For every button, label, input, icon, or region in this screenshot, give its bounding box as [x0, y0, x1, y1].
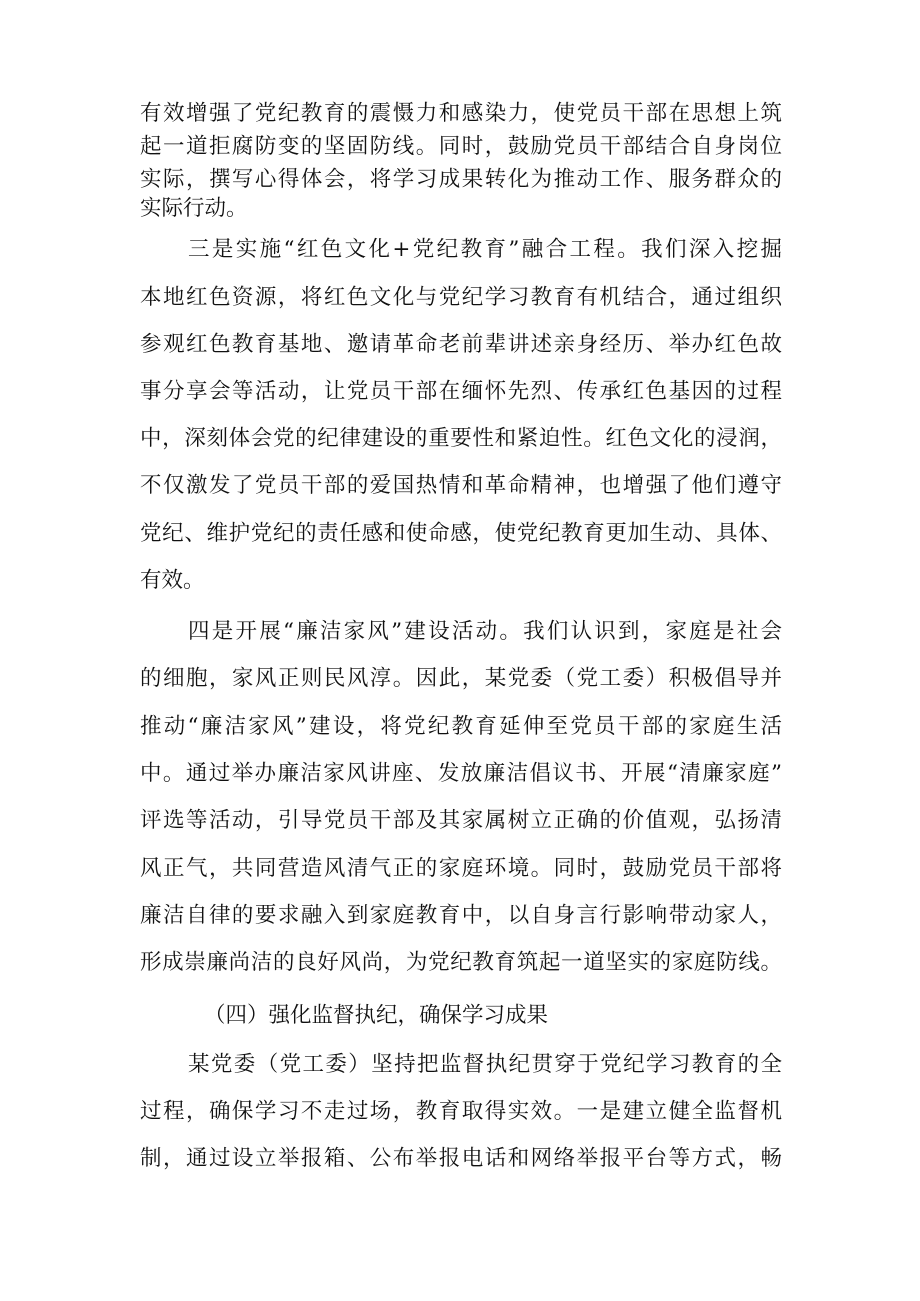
text-line: 中。通过举办廉洁家风讲座、发放廉洁倡议书、开展“清廉家庭”: [140, 761, 782, 786]
text-line: 评选等活动，引导党员干部及其家属树立正确的价值观，弘扬清: [140, 808, 782, 833]
section-heading: （四）强化监督执纪，确保学习成果: [204, 1003, 549, 1028]
paragraph-first-line: 某党委（党工委）坚持把监督执纪贯穿于党纪学习教育的全: [188, 1052, 782, 1077]
text-line: 风正气，共同营造风清气正的家庭环境。同时，鼓励党员干部将: [140, 856, 782, 881]
text-line: 本地红色资源，将红色文化与党纪学习教育有机结合，通过组织: [140, 285, 782, 310]
text-line: 有效增强了党纪教育的震慑力和感染力，使党员干部在思想上筑: [140, 101, 782, 126]
text-line: 不仅激发了党员干部的爱国热情和革命精神，也增强了他们遵守: [140, 473, 782, 498]
text-line: 形成崇廉尚洁的良好风尚，为党纪教育筑起一道坚实的家庭防线。: [140, 950, 782, 975]
text-line: 的细胞，家风正则民风淳。因此，某党委（党工委）积极倡导并: [140, 666, 782, 691]
text-line: 中，深刻体会党的纪律建设的重要性和紧迫性。红色文化的浸润，: [140, 426, 782, 451]
text-line: 党纪、维护党纪的责任感和使命感，使党纪教育更加生动、具体、: [140, 521, 782, 546]
paragraph-first-line: 四是开展“廉洁家风”建设活动。我们认识到，家庭是社会: [188, 619, 782, 644]
text-line: 实际，撰写心得体会，将学习成果转化为推动工作、服务群众的: [140, 167, 782, 192]
text-line: 参观红色教育基地、邀请革命老前辈讲述亲身经历、举办红色故: [140, 332, 782, 357]
paragraph-first-line: 三是实施“红色文化+党纪教育”融合工程。我们深入挖掘: [188, 237, 782, 262]
text-line: 过程，确保学习不走过场，教育取得实效。一是建立健全监督机: [140, 1099, 782, 1124]
text-line: 推动“廉洁家风”建设，将党纪教育延伸至党员干部的家庭生活: [140, 714, 782, 739]
text-line: 事分享会等活动，让党员干部在缅怀先烈、传承红色基因的过程: [140, 379, 782, 404]
text-line: 实际行动。: [140, 196, 248, 221]
text-line: 起一道拒腐防变的坚固防线。同时，鼓励党员干部结合自身岗位: [140, 134, 782, 159]
text-line: 有效。: [140, 568, 205, 593]
text-line: 制，通过设立举报箱、公布举报电话和网络举报平台等方式，畅: [140, 1146, 782, 1171]
text-line: 廉洁自律的要求融入到家庭教育中，以自身言行影响带动家人，: [140, 903, 782, 928]
